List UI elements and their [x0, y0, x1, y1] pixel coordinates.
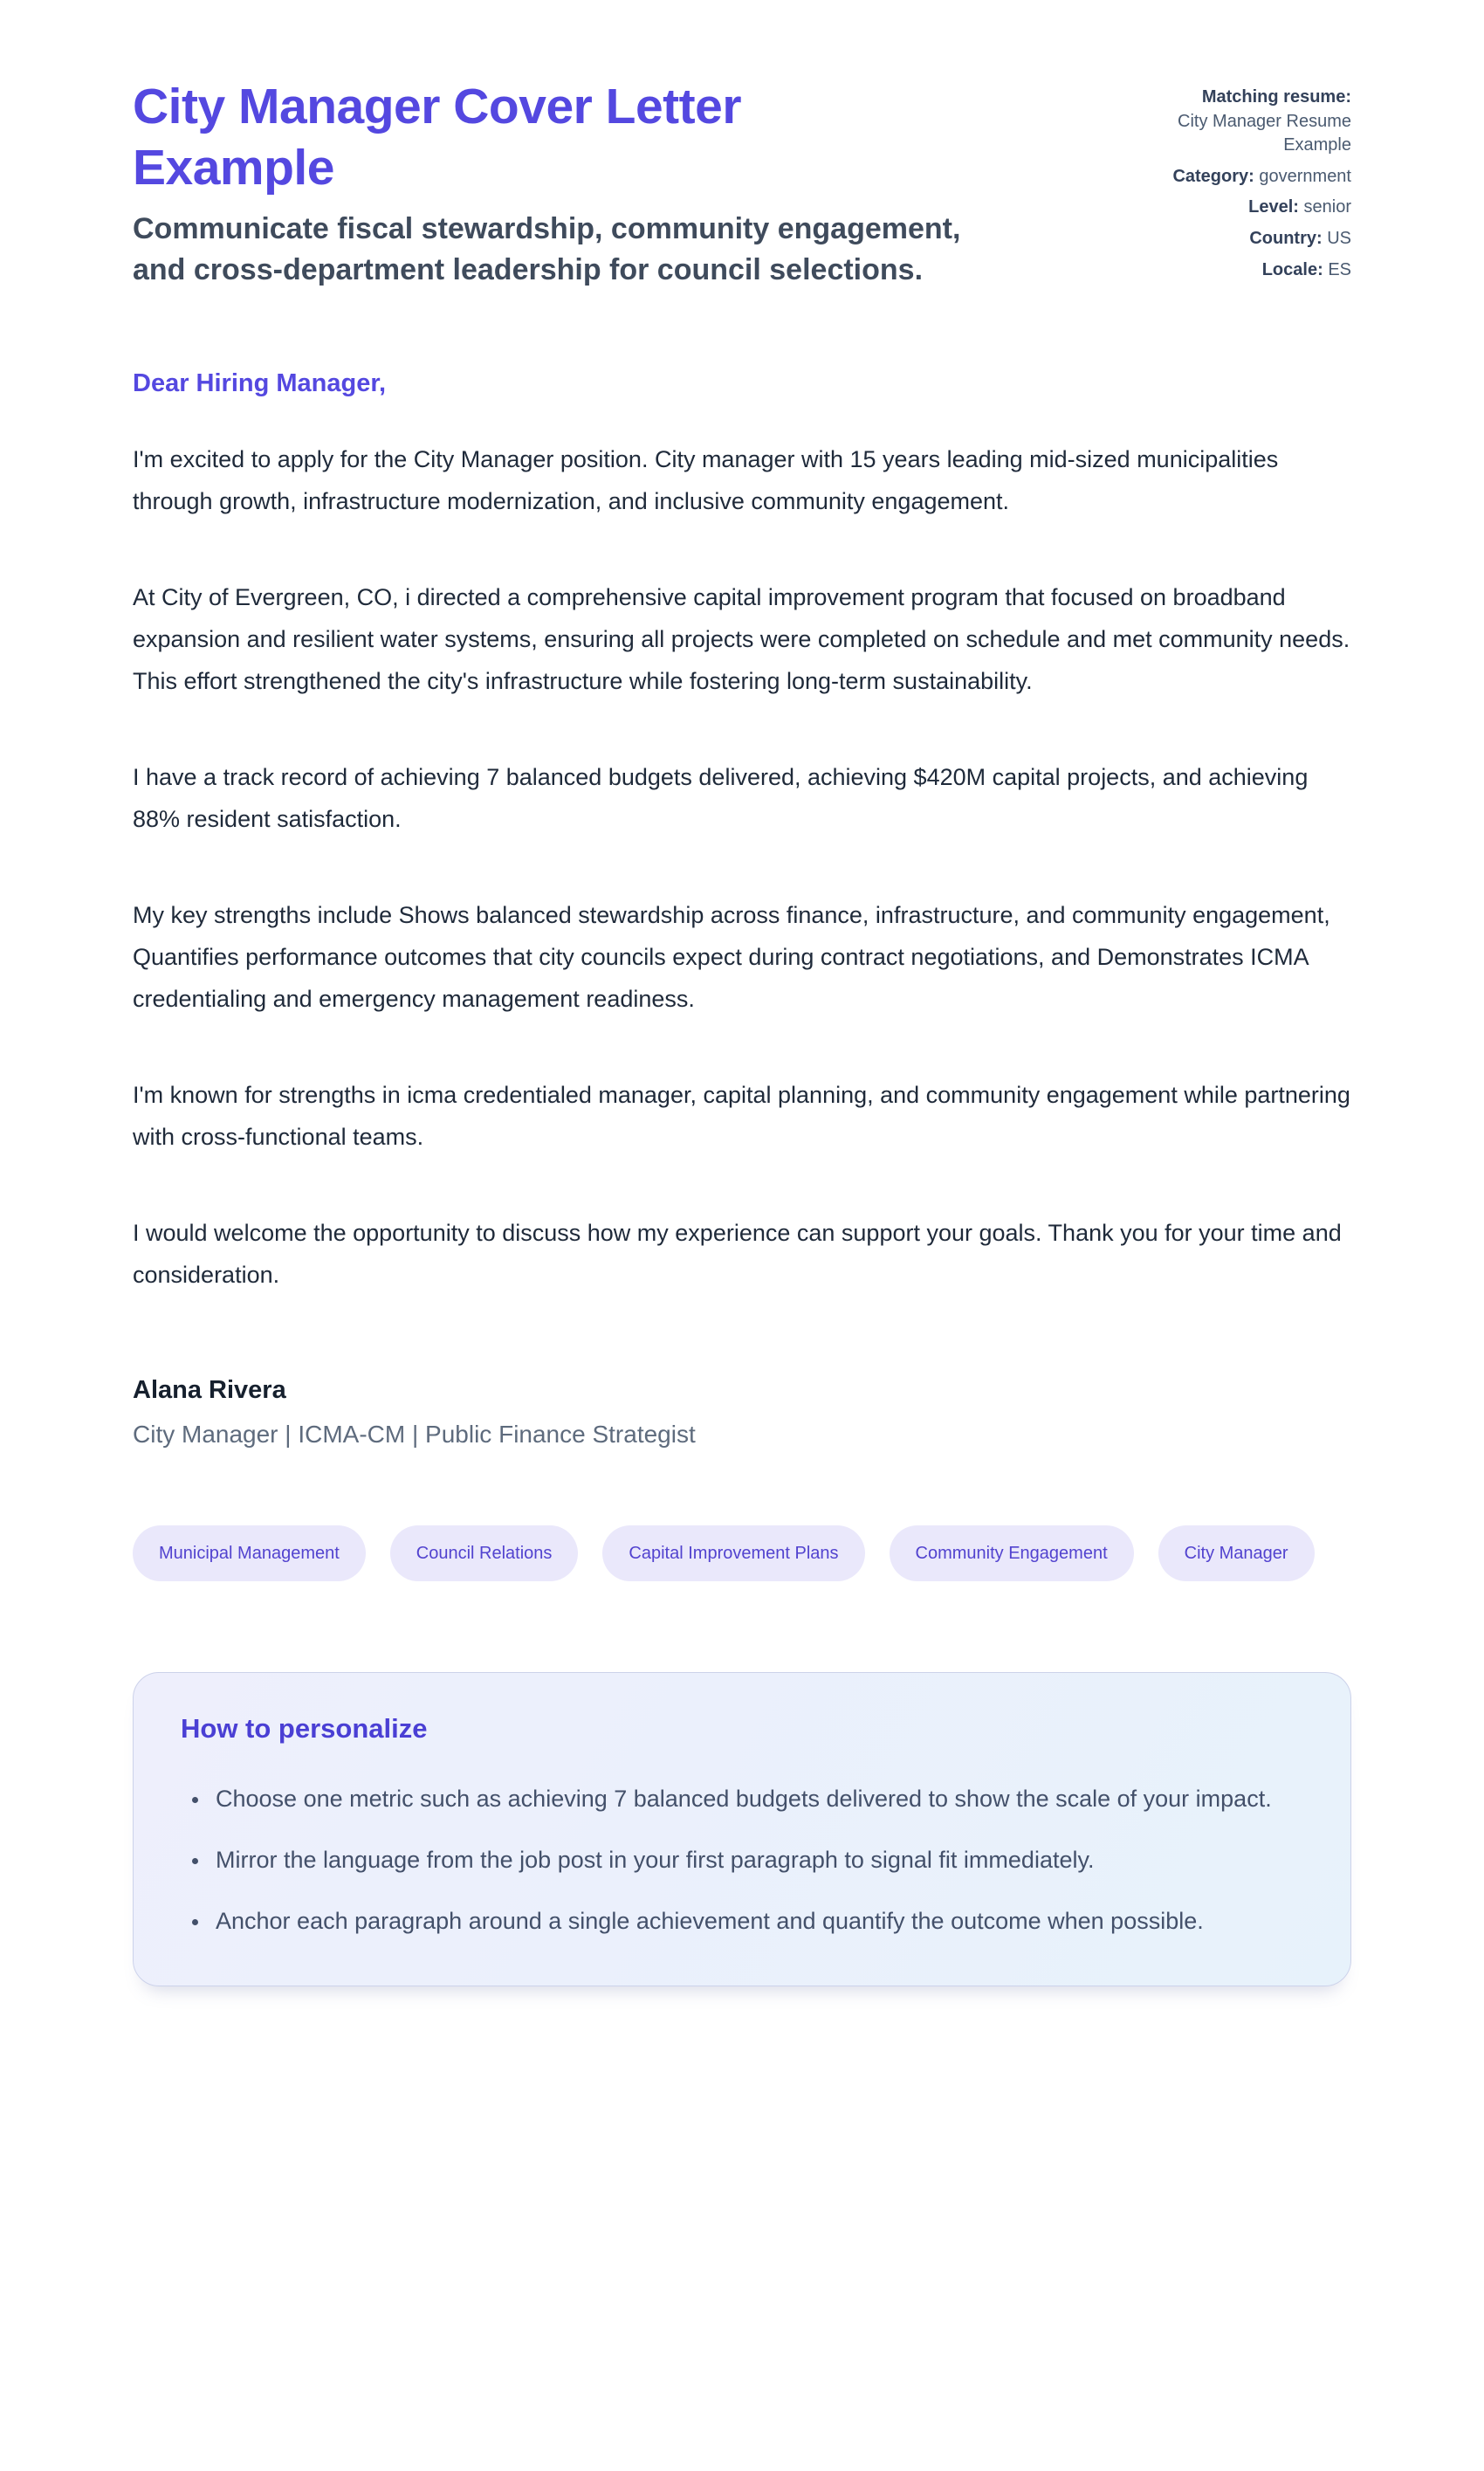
page-title: City Manager Cover Letter Example — [133, 79, 742, 196]
letter-paragraph: At City of Evergreen, CO, i directed a comprehensive capital improvement program that focused on broadband expansion and resilient water systems, ensuring all projects were completed on schedule and met community needs. This effort strengthened the city's infrastructure while fostering long-term sustainability. — [133, 583, 1350, 694]
meta-label: Level: — [1248, 197, 1299, 217]
tag-list — [133, 1525, 1351, 1581]
meta-value: senior — [1303, 197, 1351, 217]
letter-paragraph: I would welcome the opportunity to discuss how my experience can support your goals. Thank you for your time and consideration. — [133, 1219, 1342, 1288]
meta-label: Category: — [1172, 166, 1254, 186]
personalize-card — [133, 1672, 1351, 1986]
personalize-tip: • Anchor each paragraph around a single achievement and quantify the outcome when possible. — [210, 1900, 1303, 1942]
salutation: Dear Hiring Manager, — [133, 368, 387, 397]
tag-chip[interactable]: Community Engagement — [890, 1525, 1134, 1581]
letter-paragraph: My key strengths include Shows balanced stewardship across finance, infrastructure, and community engagement, Quantifies performance outcomes that city councils expect during contract negotiations, and Demonstrates ICMA credentialing and emergency management readiness. — [133, 901, 1330, 1012]
signature-name: Alana Rivera — [133, 1375, 286, 1404]
tag-chip[interactable]: City Manager — [1158, 1525, 1315, 1581]
meta-item — [1123, 165, 1351, 189]
letter-body — [133, 369, 1351, 1449]
meta-value: US — [1327, 228, 1351, 248]
meta-item — [1123, 196, 1351, 220]
meta-item — [1123, 258, 1351, 283]
letter-paragraph: I'm excited to apply for the City Manager position. City manager with 15 years leading mid-sized municipalities through growth, infrastructure modernization, and inclusive community engagement. — [133, 445, 1279, 514]
meta-label: Country: — [1249, 228, 1323, 248]
signature-title: City Manager | ICMA-CM | Public Finance Strategist — [133, 1420, 696, 1448]
personalize-tip: • Mirror the language from the job post in your first paragraph to signal fit immediately. — [210, 1839, 1303, 1881]
personalize-tip: • Choose one metric such as achieving 7 balanced budgets delivered to show the scale of your impact. — [210, 1778, 1303, 1820]
page-header — [133, 77, 1351, 291]
tag-chip[interactable]: Council Relations — [390, 1525, 579, 1581]
page-subtitle: Communicate fiscal stewardship, community engagement, and cross-department leadership for council selections. — [133, 212, 961, 286]
resume-meta — [1123, 77, 1351, 289]
meta-value: City Manager Resume Example — [1178, 111, 1351, 155]
meta-item — [1123, 86, 1351, 158]
tag-chip[interactable]: Capital Improvement Plans — [602, 1525, 864, 1581]
meta-value: ES — [1328, 259, 1351, 279]
meta-label: Matching resume: — [1201, 87, 1351, 107]
header-titles — [133, 77, 1006, 291]
tag-chip[interactable]: Municipal Management — [133, 1525, 366, 1581]
meta-value: government — [1259, 166, 1351, 186]
letter-paragraph: I'm known for strengths in icma credentialed manager, capital planning, and community engagement while partnering with cross-functional teams. — [133, 1081, 1350, 1150]
letter-paragraph: I have a track record of achieving 7 balanced budgets delivered, achieving $420M capital projects, and achieving 88% resident satisfaction. — [133, 763, 1309, 832]
personalize-tip-list — [181, 1778, 1303, 1942]
letter-paragraphs — [133, 438, 1351, 1296]
meta-item — [1123, 227, 1351, 251]
personalize-heading: How to personalize — [181, 1712, 428, 1744]
meta-label: Locale: — [1261, 259, 1323, 279]
